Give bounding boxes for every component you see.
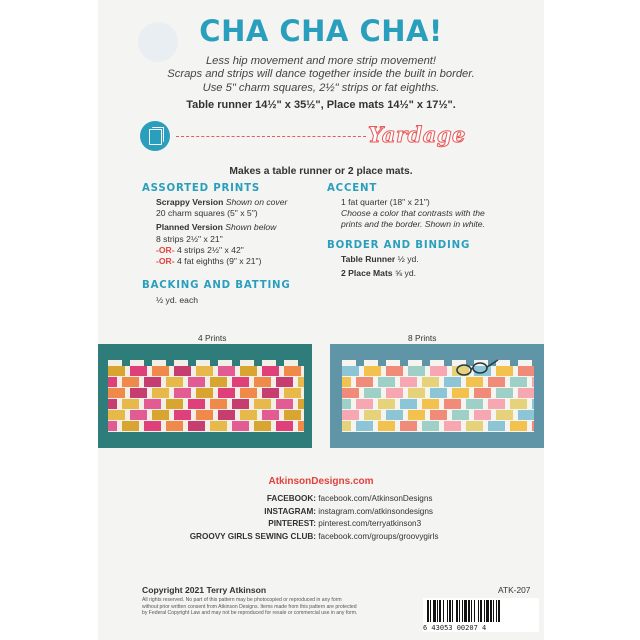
planned-label: Planned Version	[156, 222, 223, 232]
tagline-line: Scraps and strips will dance together inside the built in border.	[167, 68, 475, 81]
caption-8-prints: 8 Prints	[408, 333, 437, 343]
tagline	[98, 55, 544, 95]
or-label: -OR-	[156, 245, 175, 255]
planned-note: Shown below	[225, 222, 277, 232]
website-link[interactable]: AtkinsonDesigns.com	[268, 476, 374, 487]
mats-label: 2 Place Mats	[341, 268, 393, 278]
runner-border-line	[341, 254, 419, 265]
alternate-option	[156, 256, 261, 267]
mats-quantity: ⅝ yd.	[394, 268, 417, 278]
accent-note: Choose a color that contrasts with the	[341, 208, 485, 218]
social-row	[98, 507, 544, 520]
document-icon	[140, 121, 170, 151]
border-heading: BORDER AND BINDING	[327, 240, 471, 251]
runner-quantity: ½ yd.	[397, 254, 419, 264]
yardage-intro: Makes a table runner or 2 place mats.	[229, 166, 413, 177]
barcode-digits: 6 43053 00207 4	[423, 624, 487, 632]
scrappy-version-line	[156, 197, 287, 208]
alternate-option	[156, 245, 244, 256]
caption-4-prints: 4 Prints	[198, 333, 227, 343]
tagline-line: Use 5" charm squares, 2½" strips or fat eighths.	[202, 81, 440, 94]
social-row	[98, 519, 544, 532]
social-value[interactable]: facebook.com/AtkinsonDesigns	[318, 494, 433, 503]
social-links	[98, 494, 544, 544]
planned-quantity: 8 strips 2½" x 21"	[156, 234, 223, 244]
social-label: PINTEREST:	[268, 519, 316, 528]
alternate-quantity: 4 strips 2½" x 42"	[177, 245, 244, 255]
social-label: INSTAGRAM:	[264, 506, 316, 516]
copyright: Copyright 2021 Terry Atkinson	[142, 585, 267, 595]
social-value[interactable]: facebook.com/groups/groovygirls	[318, 531, 439, 541]
tagline-line: Less hip movement and more strip movement!	[205, 55, 437, 67]
assorted-prints-heading: ASSORTED PRINTS	[142, 183, 260, 194]
barcode	[423, 598, 539, 632]
four-prints-runner-photo	[98, 344, 312, 448]
social-row	[98, 494, 544, 507]
or-label: -OR-	[156, 256, 175, 266]
social-value[interactable]: pinterest.com/terryatkinson3	[318, 519, 422, 528]
pattern-title: CHA CHA CHA!	[199, 14, 443, 48]
accent-heading: ACCENT	[327, 183, 378, 194]
social-value[interactable]: instagram.com/atkinsondesigns	[318, 506, 433, 516]
fine-print: All rights reserved. No part of this pattern may be photocopied or reproduced in any form without prior written consent from Atkinson Designs. Items made from this pattern are protected by Federal Copyright Law and may not be reproduced for resale or commercial use in any form.	[142, 597, 358, 616]
runner-label: Table Runner	[341, 254, 396, 264]
scrappy-quantity: 20 charm squares (5" x 5")	[156, 208, 258, 218]
backing-heading: BACKING AND BATTING	[142, 280, 291, 291]
eight-prints-runner-photo	[330, 344, 544, 448]
accent-quantity: 1 fat quarter (18" x 21")	[341, 197, 430, 207]
social-label: FACEBOOK:	[266, 494, 316, 503]
backing-quantity: ½ yd. each	[156, 295, 199, 305]
sku-number: ATK-207	[498, 585, 531, 595]
alternate-quantity: 4 fat eighths (9" x 21")	[177, 256, 262, 266]
scrappy-note: Shown on cover	[225, 197, 288, 207]
scrappy-label: Scrappy Version	[156, 197, 224, 207]
accent-note: prints and the border. Shown in white.	[341, 219, 485, 229]
yardage-heading: Yardage	[368, 122, 466, 147]
planned-version-line	[156, 222, 276, 233]
social-label: GROOVY GIRLS SEWING CLUB:	[189, 531, 316, 541]
finished-sizes: Table runner 14½" x 35½", Place mats 14½" x 17½".	[186, 99, 456, 111]
social-row	[98, 532, 544, 545]
dashed-divider	[176, 136, 366, 137]
pattern-back-cover	[98, 0, 544, 640]
mats-border-line	[341, 268, 416, 279]
